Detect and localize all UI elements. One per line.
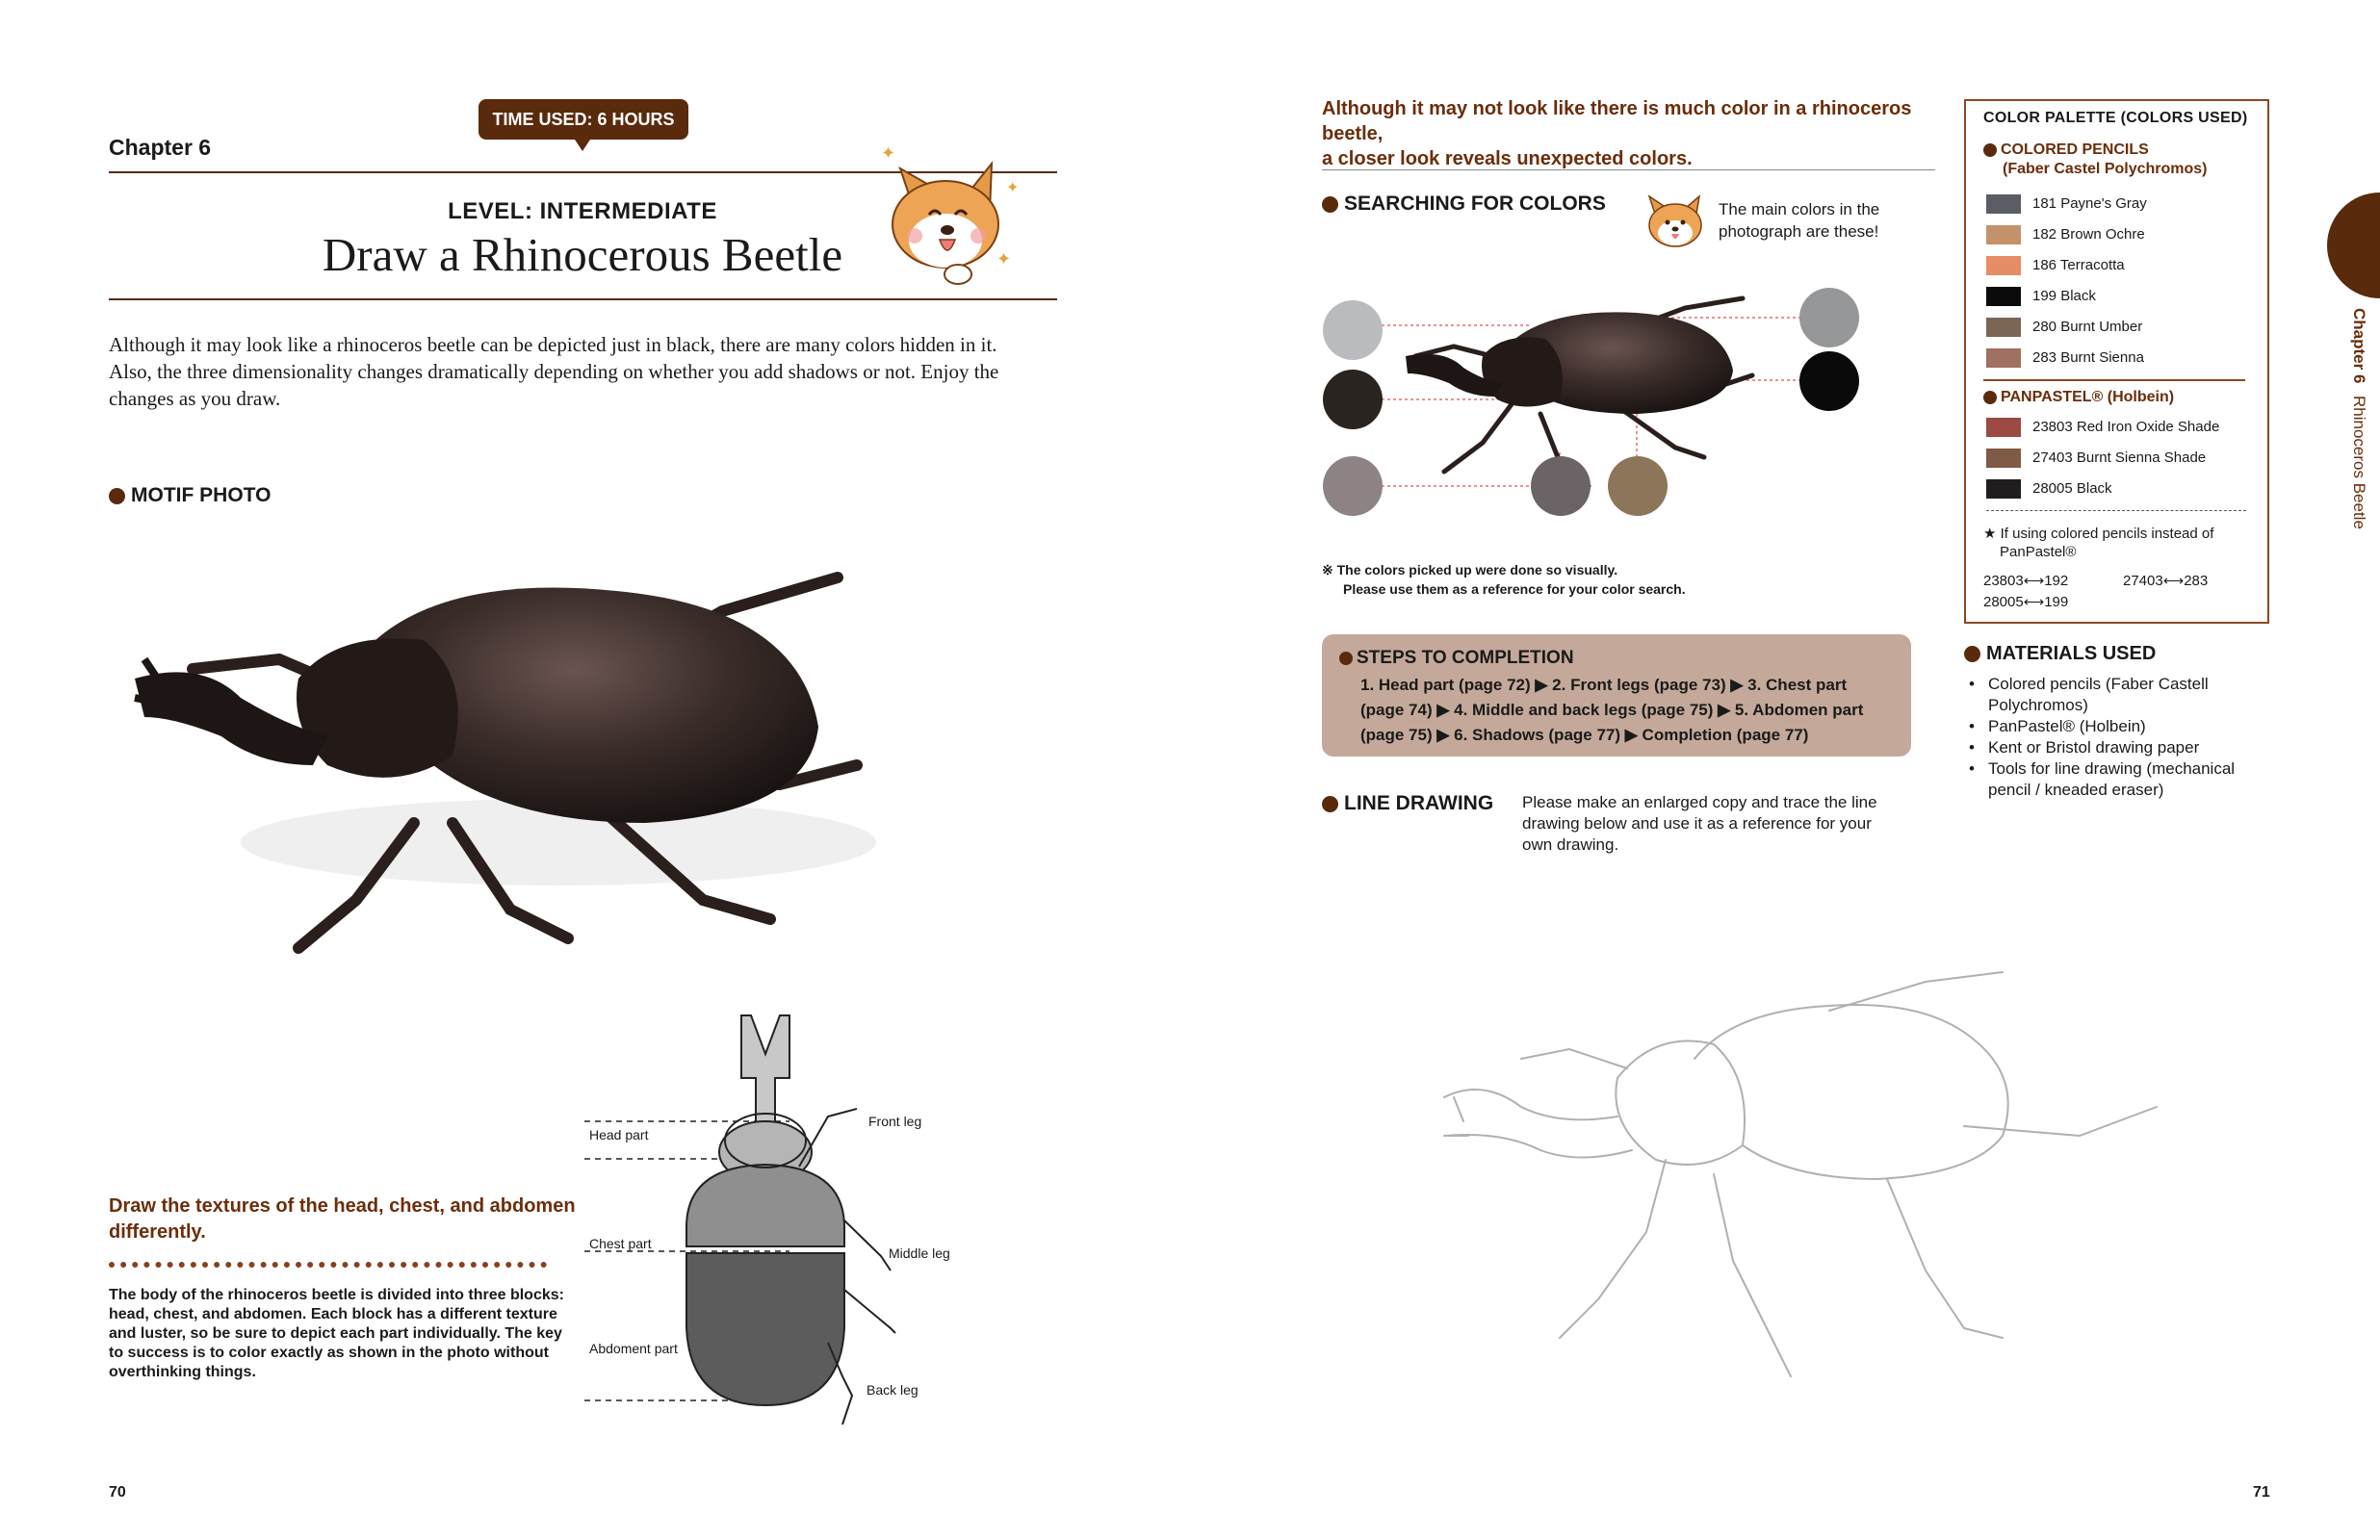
palette-note (1983, 525, 2213, 561)
materials-line: Kent or Bristol drawing paper (1988, 738, 2200, 757)
side-tab-text (2340, 308, 2368, 549)
steps-line: (page 75) ▶ 6. Shadows (page 77) ▶ Completion (page 77) (1360, 726, 1809, 744)
materials-item: • Kent or Bristol drawing paper (1969, 737, 2277, 758)
materials-line: Colored pencils (Faber Castell (1988, 675, 2209, 693)
swatch-label: 23803 Red Iron Oxide Shade (2032, 419, 2220, 435)
color-pick-figure (1319, 279, 1877, 529)
palette-divider (1983, 379, 2245, 381)
steps-box (1322, 634, 1911, 757)
palette-note-line: PanPastel® (2000, 544, 2077, 560)
materials-line: Polychromos) (1988, 696, 2088, 714)
diagram-label-chest: Chest part (589, 1236, 652, 1251)
color-circle (1799, 351, 1859, 411)
tip-body-line: to success is to color exactly as shown in the photo without (109, 1345, 549, 1361)
searching-note-line: photograph are these! (1719, 222, 1879, 241)
swatch-label: 199 Black (2032, 288, 2096, 304)
tip-heading-line: Draw the textures of the head, chest, and abdomen (109, 1195, 576, 1217)
corgi-small-icon (1642, 191, 1709, 250)
page-number-left: 70 (109, 1484, 126, 1501)
right-intro (1322, 96, 1957, 171)
diagram-label-abdomen: Abdoment part (589, 1341, 678, 1356)
time-badge (479, 99, 688, 140)
swatch-label: 283 Burnt Sienna (2032, 349, 2144, 366)
diagram-label-middle-leg: Middle leg (889, 1245, 950, 1261)
line-drawing-note-line: own drawing. (1522, 835, 1619, 854)
steps-heading-text: STEPS TO COMPLETION (1357, 648, 1574, 668)
color-swatch (1986, 318, 2021, 337)
intro-paragraph (109, 331, 1072, 412)
intro-line: Although it may look like a rhinoceros beetle can be depicted just in black, there are many colors hidden in it. (109, 333, 997, 356)
line-drawing-heading-text: LINE DRAWING (1344, 792, 1494, 814)
swatch-label: 27403 Burnt Sienna Shade (2032, 449, 2207, 466)
tip-body (109, 1286, 581, 1382)
line-drawing-heading (1322, 792, 1493, 815)
swatch-label: 181 Payne's Gray (2032, 195, 2147, 212)
palette-note-line: ★ If using colored pencils instead of (1983, 526, 2214, 542)
side-tab-topic: Rhinoceros Beetle (2350, 396, 2368, 530)
side-tab (2327, 192, 2380, 298)
searching-heading-text: SEARCHING FOR COLORS (1344, 192, 1606, 215)
line-drawing-note (1522, 792, 1877, 856)
beetle-photo (106, 534, 972, 987)
intro-line: Also, the three dimensionality changes dramatically depending on whether you add shadows or not. Enjoy the (109, 360, 999, 383)
color-circle (1799, 288, 1859, 347)
intro-line: changes as you draw. (109, 387, 281, 410)
color-footnote (1322, 560, 1686, 599)
bullet-icon (1964, 646, 1980, 662)
materials-line: PanPastel® (Holbein) (1988, 717, 2146, 735)
steps-line: (page 74) ▶ 4. Middle and back legs (page 75) ▶ 5. Abdomen part (1360, 701, 1864, 719)
swatch-label: 186 Terracotta (2032, 257, 2125, 273)
svg-text:✦: ✦ (1006, 178, 1020, 196)
page-title: Draw a Rhinocerous Beetle (322, 228, 843, 281)
svg-text:✦: ✦ (881, 143, 896, 164)
diagram-label-front-leg: Front leg (868, 1114, 922, 1129)
time-badge-pointer (575, 140, 590, 151)
materials-item: • PanPastel® (Holbein) (1969, 716, 2277, 737)
pencils-heading-text: COLORED PENCILS (2001, 141, 2149, 158)
line-drawing-sketch (1425, 953, 2176, 1405)
svg-text:✦: ✦ (996, 249, 1012, 270)
steps-list (1339, 673, 1894, 748)
bullet-icon (1983, 143, 1997, 157)
side-tab-chapter: Chapter 6 (2350, 308, 2368, 384)
bullet-icon (1339, 652, 1353, 665)
footnote-line: Please use them as a reference for your color search. (1343, 581, 1686, 597)
diagram-label-back-leg: Back leg (867, 1382, 918, 1398)
materials-heading (1964, 643, 2156, 665)
line-drawing-note-line: drawing below and use it as a reference for your (1522, 814, 1872, 833)
page-number-right: 71 (2253, 1484, 2270, 1501)
searching-note-line: The main colors in the (1719, 200, 1880, 218)
motif-heading-text: MOTIF PHOTO (131, 484, 272, 506)
title-rule-bottom (109, 298, 1057, 300)
searching-heading (1322, 192, 1606, 216)
color-circle (1323, 456, 1383, 516)
color-swatch (1986, 256, 2021, 275)
motif-photo-heading (109, 484, 271, 507)
body-diagram (582, 1011, 948, 1434)
color-swatch (1986, 479, 2021, 499)
color-swatch (1986, 418, 2021, 437)
tip-body-line: and luster, so be sure to depict each part individually. The key (109, 1325, 562, 1342)
chapter-label: Chapter 6 (109, 135, 212, 160)
tip-heading-line: differently. (109, 1221, 206, 1243)
materials-item: • Tools for line drawing (mechanical pencil / kneaded eraser) (1969, 758, 2277, 801)
searching-note (1719, 198, 1879, 243)
conversion-2: 27403⟷283 (2123, 573, 2209, 589)
color-swatch (1986, 225, 2021, 244)
materials-heading-text: MATERIALS USED (1986, 643, 2157, 664)
color-circle (1608, 456, 1668, 516)
steps-line: 1. Head part (page 72) ▶ 2. Front legs (page 73) ▶ 3. Chest part (1360, 676, 1848, 694)
palette-dotted-divider (1986, 510, 2246, 511)
color-circle (1323, 300, 1383, 360)
level-label: LEVEL: INTERMEDIATE (448, 198, 717, 224)
color-circle (1531, 456, 1591, 516)
materials-line: pencil / kneaded eraser) (1988, 781, 2164, 799)
bullet-icon (1983, 391, 1997, 404)
conversion-3: 28005⟷199 (1983, 594, 2069, 610)
right-intro-rule (1322, 169, 1935, 170)
footnote-line: ※ The colors picked up were done so visually. (1322, 562, 1618, 578)
pencils-heading (1983, 141, 2208, 179)
swatch-label: 280 Burnt Umber (2032, 319, 2143, 335)
line-drawing-note-line: Please make an enlarged copy and trace the line (1522, 793, 1877, 811)
materials-list (1969, 674, 2277, 801)
color-swatch (1986, 449, 2021, 468)
palette-title: COLOR PALETTE (COLORS USED) (1983, 110, 2248, 126)
materials-item: • Colored pencils (Faber Castell Polychromos) (1969, 674, 2277, 716)
time-badge-text: TIME USED: 6 HOURS (492, 110, 675, 129)
diagram-label-head: Head part (589, 1127, 649, 1142)
color-circle (1323, 370, 1383, 429)
swatch-label: 182 Brown Ochre (2032, 226, 2145, 243)
color-swatch (1986, 194, 2021, 214)
tip-body-line: overthinking things. (109, 1364, 256, 1380)
right-intro-line: a closer look reveals unexpected colors. (1322, 148, 1693, 169)
color-swatch (1986, 348, 2021, 368)
bullet-icon (109, 488, 125, 504)
materials-line: Tools for line drawing (mechanical (1988, 759, 2236, 778)
panpastel-heading-text: PANPASTEL® (Holbein) (2001, 389, 2175, 405)
right-intro-line: Although it may not look like there is much color in a rhinoceros beetle, (1322, 98, 1912, 144)
conversion-1: 23803⟷192 (1983, 573, 2069, 589)
panpastel-heading (1983, 389, 2174, 406)
bullet-icon (1322, 196, 1338, 213)
pencils-subheading: (Faber Castel Polychromos) (2003, 161, 2208, 177)
tip-body-line: head, chest, and abdomen. Each block has a different texture (109, 1306, 557, 1322)
tip-heading (109, 1194, 581, 1245)
corgi-mascot-illustration (876, 140, 1030, 294)
steps-heading (1339, 648, 1894, 669)
bullet-icon (1322, 796, 1338, 812)
tip-body-line: The body of the rhinoceros beetle is divided into three blocks: (109, 1287, 564, 1303)
tip-divider (109, 1262, 547, 1268)
color-swatch (1986, 287, 2021, 306)
swatch-label: 28005 Black (2032, 480, 2112, 497)
